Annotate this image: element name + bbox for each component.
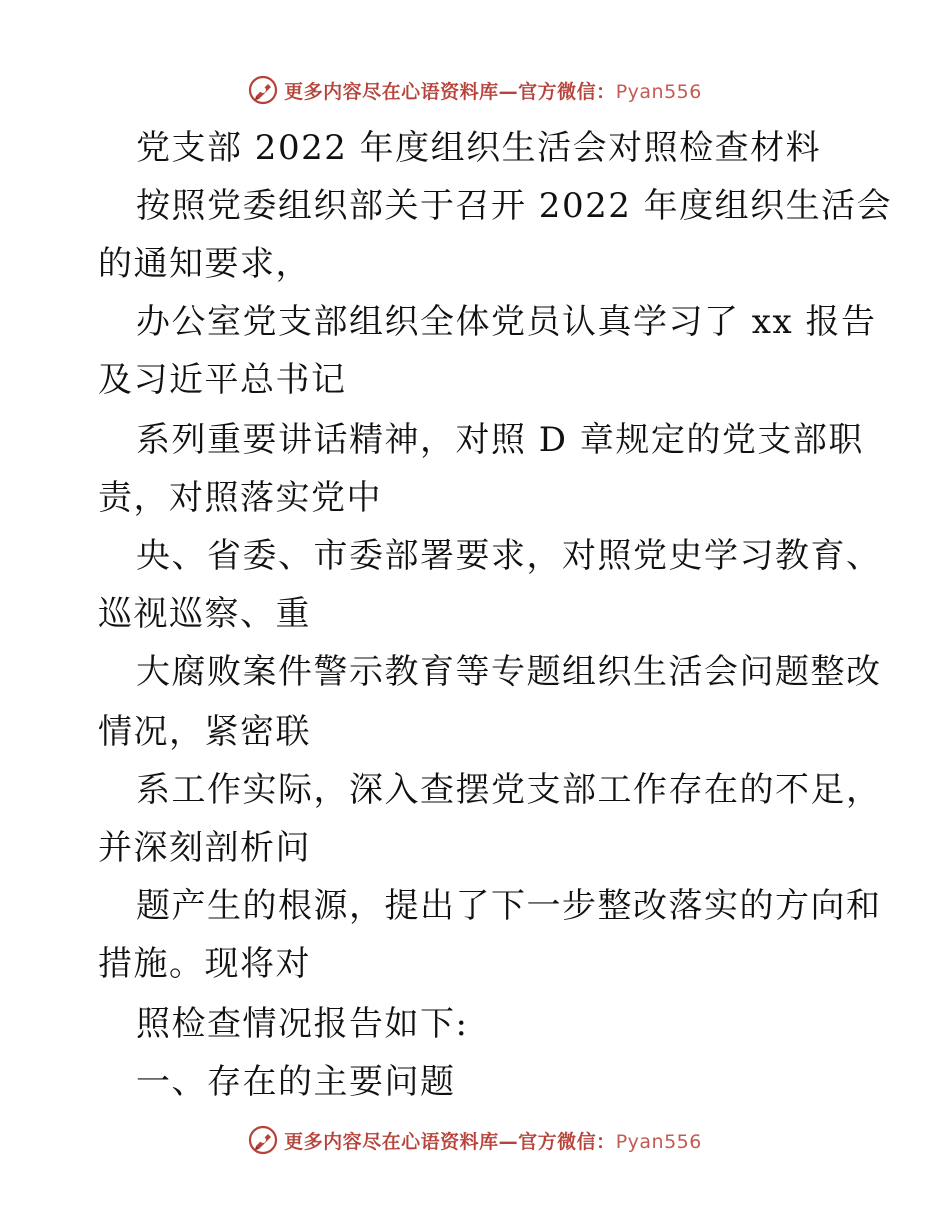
watermark-text: 更多内容尽在心语资料库—官方微信：Pyan556 bbox=[284, 80, 702, 103]
paragraph-line: 系列重要讲话精神，对照 D 章规定的党支部职 bbox=[136, 420, 864, 460]
header-watermark bbox=[0, 70, 950, 110]
paragraph-line: 巡视巡察、重 bbox=[98, 594, 311, 634]
footer-watermark bbox=[0, 1120, 950, 1160]
paragraph-line: 的通知要求， bbox=[98, 244, 311, 284]
paragraph-line: 按照党委组织部关于召开 2022 年度组织生活会 bbox=[136, 186, 893, 226]
document-title: 党支部 2022 年度组织生活会对照检查材料 bbox=[136, 128, 822, 168]
paragraph-line: 情况，紧密联 bbox=[98, 712, 311, 752]
paragraph-line: 系工作实际，深入查摆党支部工作存在的不足， bbox=[136, 770, 882, 810]
paragraph-line: 责，对照落实党中 bbox=[98, 478, 382, 518]
watermark-text: 更多内容尽在心语资料库—官方微信：Pyan556 bbox=[284, 1130, 702, 1153]
pen-logo-icon bbox=[248, 75, 278, 105]
paragraph-line: 照检查情况报告如下: bbox=[136, 1004, 469, 1044]
paragraph-line: 央、省委、市委部署要求，对照党史学习教育、 bbox=[136, 536, 882, 576]
paragraph-line: 题产生的根源，提出了下一步整改落实的方向和 bbox=[136, 886, 882, 926]
paragraph-line: 及习近平总书记 bbox=[98, 360, 347, 400]
paragraph-line: 措施。现将对 bbox=[98, 944, 311, 984]
paragraph-line: 并深刻剖析问 bbox=[98, 828, 311, 868]
paragraph-line: 办公室党支部组织全体党员认真学习了 xx 报告 bbox=[136, 302, 877, 342]
pen-logo-icon bbox=[248, 1125, 278, 1155]
section-heading: 一、存在的主要问题 bbox=[136, 1062, 456, 1102]
paragraph-line: 大腐败案件警示教育等专题组织生活会问题整改 bbox=[136, 652, 882, 692]
